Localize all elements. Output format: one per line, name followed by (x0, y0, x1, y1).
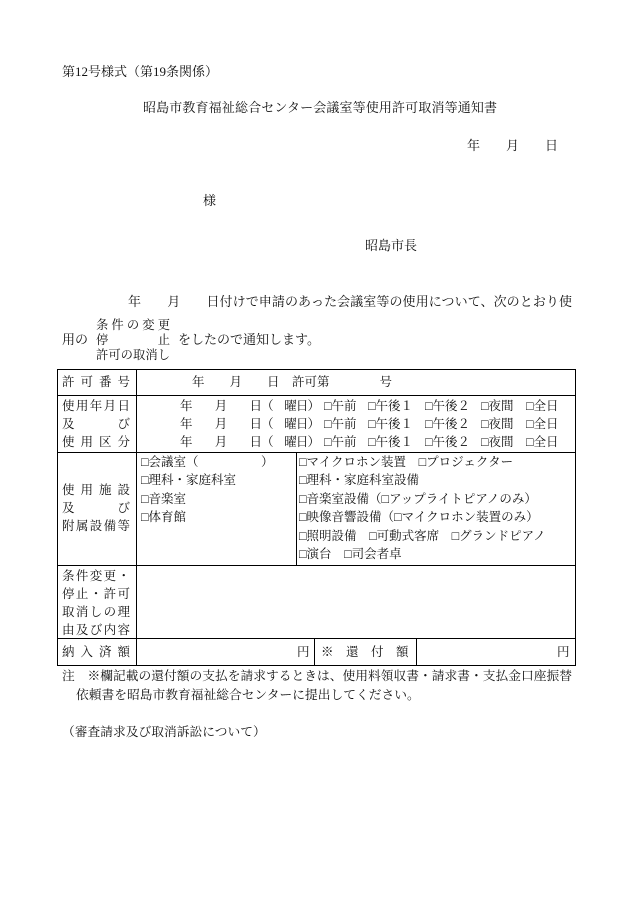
usage-period-label-line-2: 及 び (62, 417, 136, 431)
facilities-column-divider (296, 452, 297, 565)
usage-slot-row-3-evening: □夜間 (481, 435, 514, 449)
body-text-line-2-suffix: をしたので通知します。 (178, 332, 320, 347)
note-line-2: 依頼書を昭島市教育福祉総合センターに提出してください。 (76, 688, 420, 702)
payment-column-divider (314, 638, 315, 665)
usage-slot-row-2-full-day: □全日 (526, 417, 559, 431)
equipment-line-5 (299, 528, 546, 544)
usage-slot-row-2-afternoon-1: □午後１ (368, 417, 414, 431)
facilities-label-line-3: 附属設備等 (62, 519, 132, 533)
equipment-option-microphone: □マイクロホン装置 (299, 455, 407, 469)
usage-slot-row-2-afternoon-2: □午後２ (425, 417, 471, 431)
body-option-condition-change: 条件の変更 (96, 318, 174, 332)
usage-slot-row-3-full-day: □全日 (526, 435, 559, 449)
reason-content-cell (137, 566, 575, 638)
body-option-suspension: 停 止 (96, 333, 174, 347)
equipment-line-1 (299, 454, 513, 470)
table-row-divider (57, 452, 576, 453)
equipment-line-6 (299, 546, 402, 562)
equipment-option-science-home-ec: □理科・家庭科室設備 (299, 473, 420, 487)
issuer-name: 昭島市長 (365, 238, 418, 253)
usage-slot-row-1-afternoon-2: □午後２ (425, 399, 471, 413)
document-title: 昭島市教育福祉総合センター会議室等使用許可取消等通知書 (143, 100, 498, 115)
reason-label-line-3: 取消しの理 (62, 605, 132, 619)
usage-slot-row-2-morning: □午前 (324, 417, 357, 431)
room-option-science-home-ec-room: □理科・家庭科室 (141, 473, 237, 487)
refund-amount-yen-unit: 円 (557, 645, 570, 659)
permit-number-value: 年 月 日 許可第 号 (192, 375, 393, 389)
equipment-option-moderator-desk: □司会者卓 (344, 547, 402, 561)
paid-amount-yen-unit: 円 (297, 645, 310, 659)
usage-slot-row-2-evening: □夜間 (481, 417, 514, 431)
equipment-option-lighting: □照明設備 (299, 529, 357, 543)
usage-slot-row-1-morning: □午前 (324, 399, 357, 413)
recipient-honorific: 様 (203, 193, 217, 208)
equipment-line-4 (299, 509, 539, 525)
usage-period-label-line-1: 使用年月日 (62, 399, 132, 413)
table-row-divider (57, 395, 576, 396)
usage-period-label-line-3: 使 用 区 分 (62, 435, 132, 449)
equipment-option-music-room: □音楽室設備（□アップライトピアノのみ） (299, 492, 537, 506)
issue-date: 年 月 日 (467, 138, 559, 153)
paid-amount-label: 納 入 済 額 (62, 645, 132, 659)
usage-date-row-1: 年 月 日（ 曜日） (180, 399, 320, 413)
body-text-line-1: 年 月 日付けで申請のあった会議室等の使用について、次のとおり使 (128, 294, 573, 309)
equipment-option-projector: □プロジェクター (418, 455, 514, 469)
usage-date-row-3: 年 月 日（ 曜日） (180, 435, 320, 449)
facilities-label-line-1: 使 用 施 設 (62, 483, 132, 497)
reason-label-line-4: 由及び内容 (62, 623, 132, 637)
equipment-option-podium: □演台 (299, 547, 332, 561)
body-option-permit-revocation: 許可の取消し (96, 348, 171, 362)
form-number: 第12号様式（第19条関係） (62, 64, 219, 79)
note-line-1: 注 ※欄記載の還付額の支払を請求するときは、使用料領収書・請求書・支払金口座振替 (62, 669, 572, 683)
equipment-option-grand-piano: □グランドピアノ (451, 529, 546, 543)
table-row-divider (57, 638, 576, 639)
room-option-gymnasium: □体育館 (141, 510, 187, 524)
equipment-option-audio-visual: □映像音響設備（□マイクロホン装置のみ） (299, 510, 539, 524)
equipment-line-2 (299, 472, 419, 488)
room-option-meeting-room: □会議室（ ） (141, 455, 274, 469)
equipment-option-movable-seating: □可動式客席 (369, 529, 440, 543)
refund-amount-label: ※ 還 付 額 (321, 645, 409, 659)
usage-slot-row-3-morning: □午前 (324, 435, 357, 449)
payment-column-divider (416, 638, 417, 665)
permit-number-label: 許 可 番 号 (62, 375, 132, 389)
reason-label-line-1: 条件変更・ (62, 569, 132, 583)
body-text-line-2-prefix: 用の (62, 332, 89, 347)
room-option-music-room: □音楽室 (141, 492, 187, 506)
appeal-section-heading: （審査請求及び取消訴訟について） (62, 725, 266, 739)
usage-slot-row-1-full-day: □全日 (526, 399, 559, 413)
usage-slot-row-1-afternoon-1: □午後１ (368, 399, 414, 413)
reason-label-line-2: 停止・許可 (62, 587, 132, 601)
usage-date-row-2: 年 月 日（ 曜日） (180, 417, 320, 431)
usage-slot-row-1-evening: □夜間 (481, 399, 514, 413)
usage-slot-row-3-afternoon-1: □午後１ (368, 435, 414, 449)
facilities-label-line-2: 及 び (62, 501, 136, 515)
equipment-line-3 (299, 491, 537, 507)
usage-slot-row-3-afternoon-2: □午後２ (425, 435, 471, 449)
